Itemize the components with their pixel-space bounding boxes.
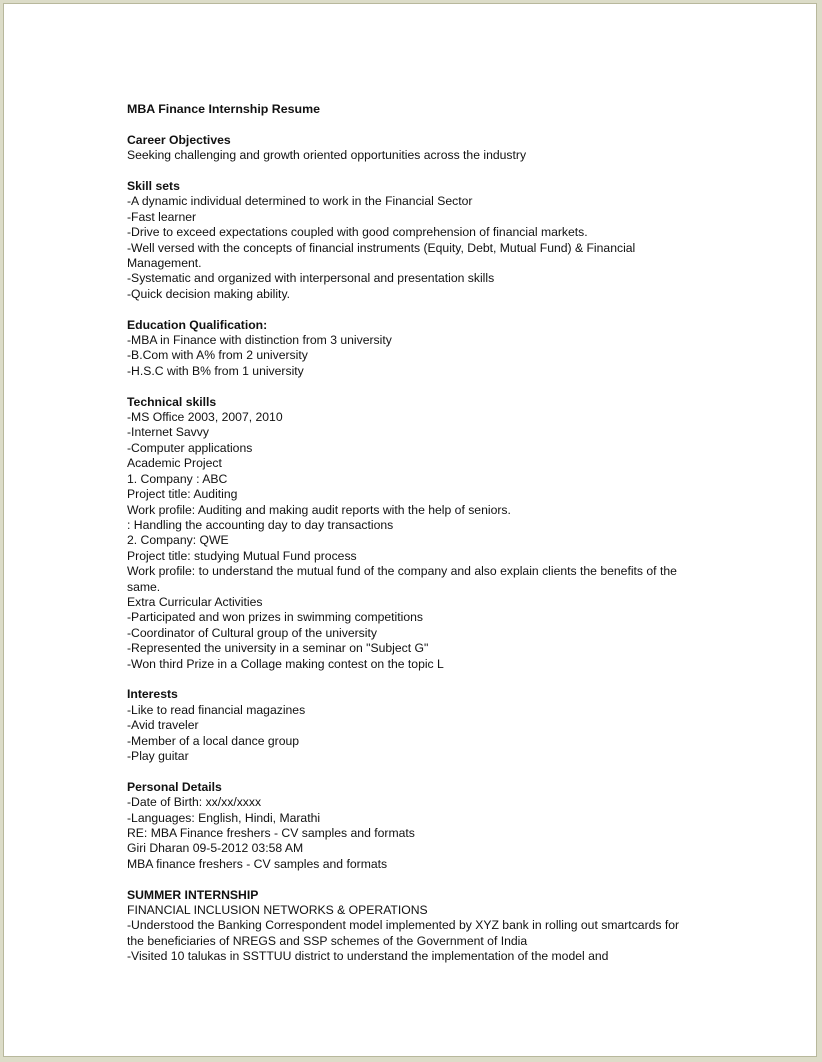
career-objectives-heading: Career Objectives <box>127 132 231 147</box>
list-item: -MBA in Finance with distinction from 3 university <box>127 333 392 348</box>
list-item: Project title: Auditing <box>127 487 238 502</box>
technical-skills-heading: Technical skills <box>127 394 217 409</box>
list-item: -Avid traveler <box>127 718 199 733</box>
list-item: -Play guitar <box>127 748 189 763</box>
list-item: -Represented the university in a seminar on "Subject G" <box>127 641 429 656</box>
resume-content <box>127 102 727 965</box>
list-item: -B.Com with A% from 2 university <box>127 348 308 363</box>
list-item: RE: MBA Finance freshers - CV samples and formats <box>127 826 415 840</box>
list-item: -Member of a local dance group <box>127 733 300 748</box>
list-item: FINANCIAL INCLUSION NETWORKS & OPERATIONS <box>127 903 428 918</box>
list-item: Work profile: to understand the mutual fund of the company and also explain clients the benefits of the same. <box>127 564 677 594</box>
list-item: 2. Company: QWE <box>127 533 229 548</box>
list-item: -H.S.C with B% from 1 university <box>127 363 304 378</box>
list-item: -Coordinator of Cultural group of the university <box>127 625 377 640</box>
list-item: -Drive to exceed expectations coupled with good comprehension of financial markets. <box>127 225 588 240</box>
career-objectives-text: Seeking challenging and growth oriented opportunities across the industry <box>127 148 527 163</box>
list-item: 1. Company : ABC <box>127 471 228 486</box>
list-item: -Computer applications <box>127 440 253 455</box>
list-item: -Quick decision making ability. <box>127 286 291 301</box>
list-item: -Date of Birth: xx/xx/xxxx <box>127 795 262 810</box>
list-item: MBA finance freshers - CV samples and formats <box>127 856 388 871</box>
list-item: Extra Curricular Activities <box>127 594 263 609</box>
education-heading: Education Qualification: <box>127 317 268 332</box>
list-item: Project title: studying Mutual Fund process <box>127 548 357 563</box>
summer-internship-heading: SUMMER INTERNSHIP <box>127 887 259 902</box>
list-item: -Languages: English, Hindi, Marathi <box>127 810 321 825</box>
list-item: -Like to read financial magazines <box>127 702 306 717</box>
document-page <box>3 3 817 1057</box>
list-item: -Visited 10 talukas in SSTTUU district to understand the implementation of the model and <box>127 949 609 964</box>
list-item: -Systematic and organized with interpersonal and presentation skills <box>127 271 495 286</box>
list-item: -Participated and won prizes in swimming competitions <box>127 610 424 625</box>
list-item: -MS Office 2003, 2007, 2010 <box>127 410 283 425</box>
list-item: -Well versed with the concepts of financial instruments (Equity, Debt, Mutual Fund) & Financial Management. <box>127 240 636 271</box>
list-item: -Understood the Banking Correspondent model implemented by XYZ bank in rolling out smartcards for the beneficiaries of NREGS and SSP schemes of the Government of India <box>127 918 680 948</box>
list-item: Giri Dharan 09-5-2012 03:58 AM <box>127 841 304 856</box>
list-item: -A dynamic individual determined to work in the Financial Sector <box>127 194 473 209</box>
list-item: -Won third Prize in a Collage making contest on the topic L <box>127 656 444 671</box>
personal-details-heading: Personal Details <box>127 779 222 794</box>
list-item: Academic Project <box>127 456 222 471</box>
list-item: -Fast learner <box>127 209 197 224</box>
skill-sets-heading: Skill sets <box>127 179 180 193</box>
interests-heading: Interests <box>127 687 178 702</box>
resume-title: MBA Finance Internship Resume <box>127 102 321 116</box>
list-item: Work profile: Auditing and making audit reports with the help of seniors. <box>127 502 511 517</box>
list-item: : Handling the accounting day to day transactions <box>127 517 394 532</box>
list-item: -Internet Savvy <box>127 425 209 440</box>
